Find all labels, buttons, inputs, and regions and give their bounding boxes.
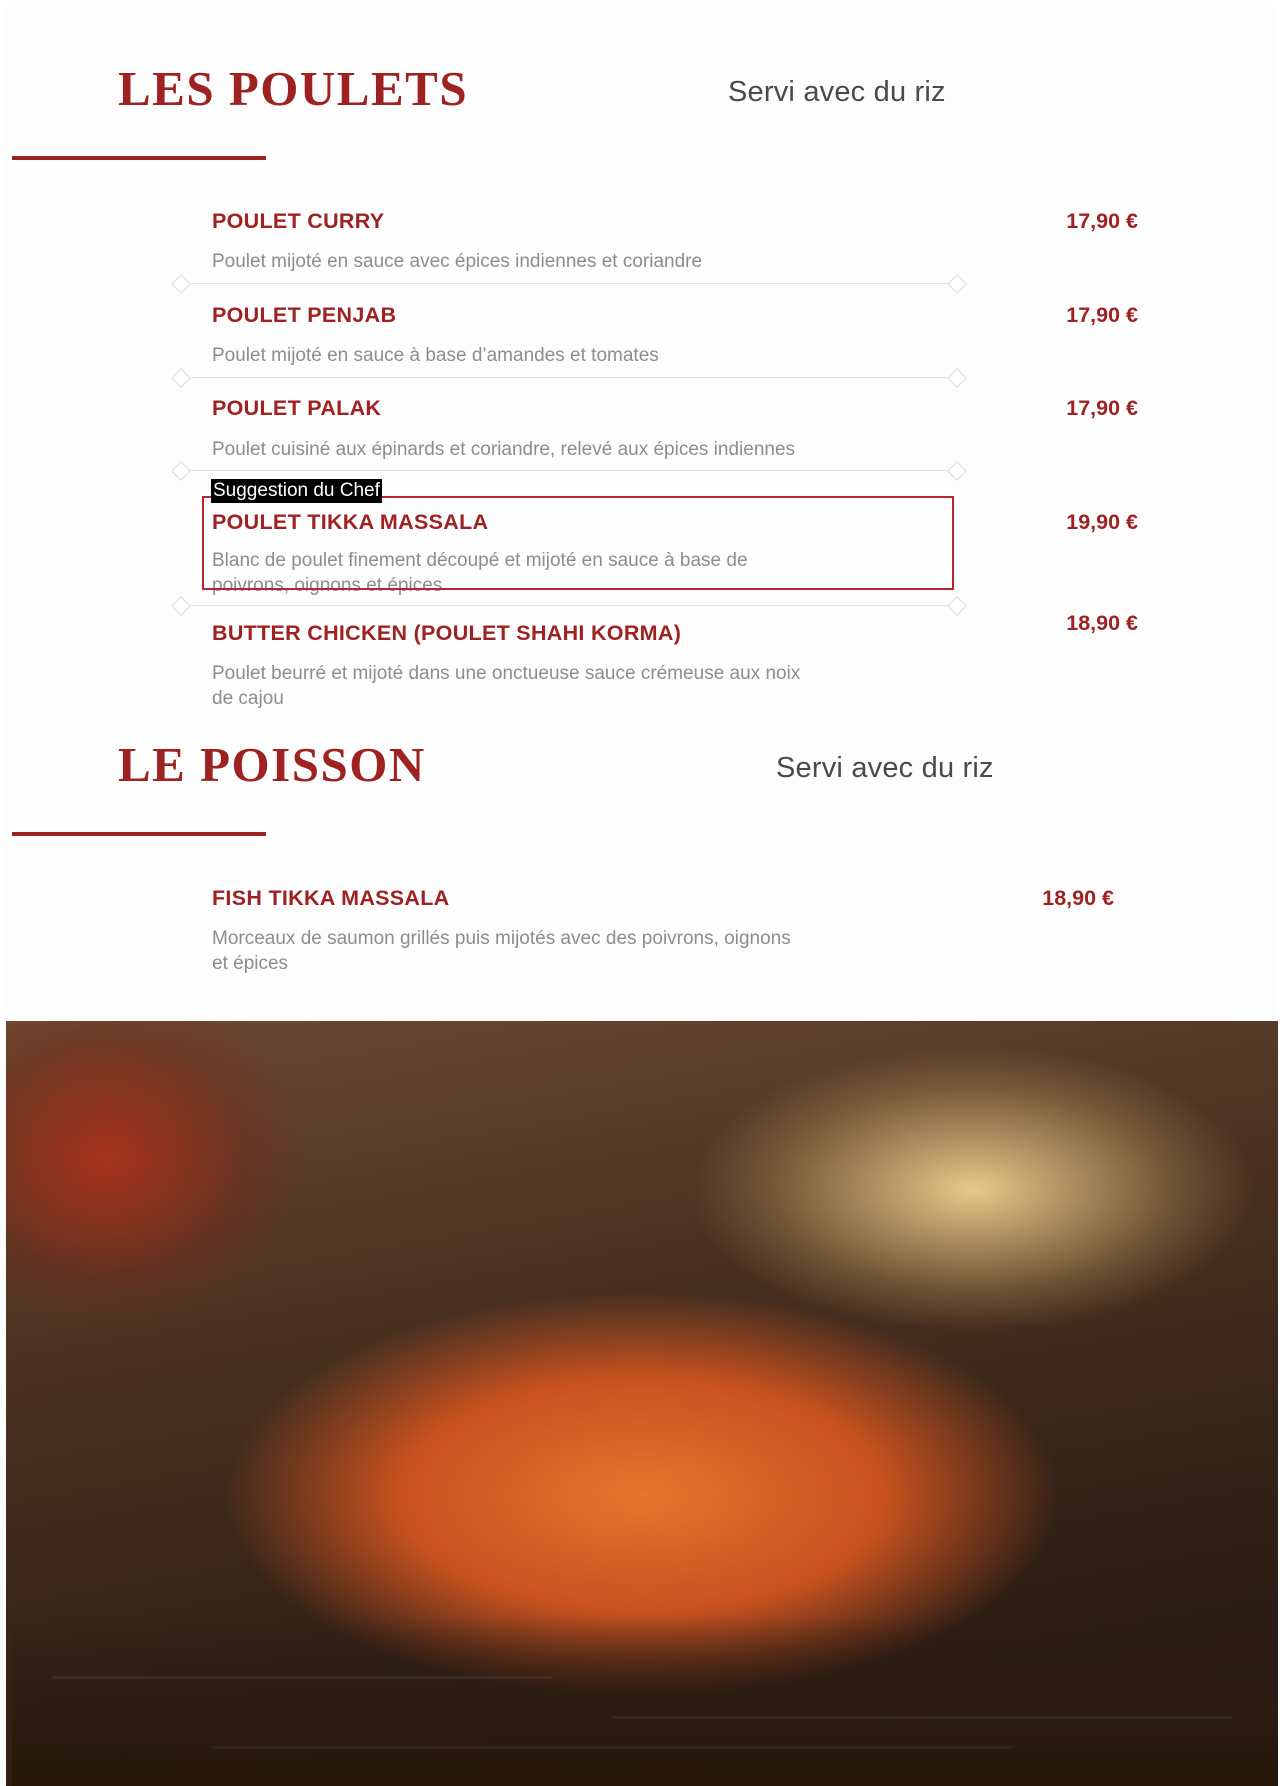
item-name: FISH TIKKA MASSALA [212,886,450,910]
item-price: 17,90 € [1066,209,1138,233]
item-description: Poulet mijoté en sauce à base d’amandes et tomates [212,345,659,366]
diamond-icon [171,461,191,481]
item-description: Morceaux de saumon grillés puis mijotés avec des poivrons, oignons et épices [212,928,791,974]
diamond-icon [171,368,191,388]
menu-sheet [6,6,1278,1021]
diamond-icon [171,596,191,616]
item-description: Poulet mijoté en sauce avec épices indiennes et coriandre [212,251,703,272]
item-name: POULET PENJAB [212,303,397,327]
item-name: POULET TIKKA MASSALA [212,510,489,534]
section-les-poulets [6,6,1278,126]
item-description: Poulet cuisiné aux épinards et coriandre, relevé aux épices indiennes [212,439,796,460]
item-price: 17,90 € [1066,303,1138,327]
section-title: LE POISSON [118,737,426,792]
section-header [6,682,1278,802]
section-rule [12,832,266,836]
divider-line [184,283,954,284]
diamond-icon [947,461,967,481]
item-price: 19,90 € [1066,510,1138,534]
item-description: Blanc de poulet finement découpé et mijoté en sauce à base de poivrons, oignons et épices [212,550,748,596]
item-description: Poulet beurré et mijoté dans une onctueuse sauce crémeuse aux noix de cajou [212,663,801,709]
item-price: 18,90 € [1066,611,1138,635]
diamond-icon [947,368,967,388]
section-subtitle: Servi avec du riz [776,752,994,784]
section-rule [12,156,266,160]
status-badge: Suggestion du Chef [213,480,380,501]
dish-photo [6,1021,1278,1786]
item-name: POULET PALAK [212,396,382,420]
item-divider [174,461,964,481]
diamond-icon [947,596,967,616]
section-le-poisson [6,682,1278,802]
item-name: POULET CURRY [212,209,385,233]
diamond-icon [171,274,191,294]
section-title: LES POULETS [118,61,469,116]
diamond-icon [947,274,967,294]
item-price: 18,90 € [1042,886,1114,910]
item-divider [174,274,964,294]
item-name: BUTTER CHICKEN (POULET SHAHI KORMA) [212,621,682,645]
divider-line [184,377,954,378]
item-divider [174,596,964,616]
item-divider [174,368,964,388]
divider-line [184,605,954,606]
section-header [6,6,1278,126]
divider-line [184,470,954,471]
wooden-table [12,1616,1278,1786]
section-subtitle: Servi avec du riz [728,76,946,108]
item-price: 17,90 € [1066,396,1138,420]
